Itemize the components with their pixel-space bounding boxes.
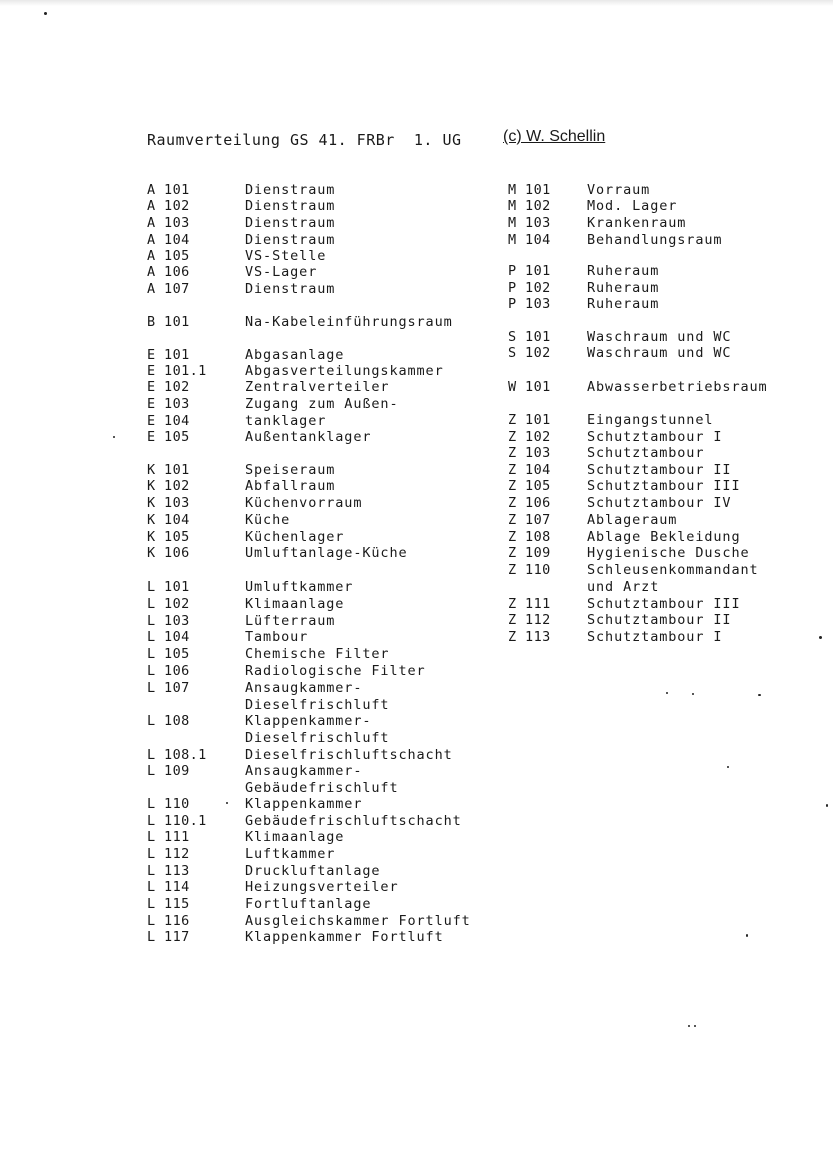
room-name: Dienstraum [245,232,336,248]
room-code: L 105 [147,646,190,662]
room-code: E 105 [147,429,190,445]
scan-speck [692,693,694,695]
scan-speck [758,694,761,696]
room-name: Gebäudefrischluftschacht [245,813,462,829]
room-code: A 106 [147,264,190,280]
room-name: VS-Stelle [245,248,327,264]
scan-speck [44,12,47,15]
scan-speck [727,766,729,768]
room-name: Außentanklager [245,429,372,445]
room-name: Mod. Lager [587,198,678,214]
room-name: Hygienische Dusche [587,545,750,561]
room-code: K 103 [147,495,190,511]
room-code: L 114 [147,879,190,895]
room-code: P 101 [508,263,551,279]
room-code: Z 110 [508,562,551,578]
room-name: Küchenvorraum [245,495,363,511]
room-name: und Arzt [587,579,660,595]
room-code: E 101.1 [147,363,207,379]
room-code: M 103 [508,215,551,231]
room-name: Klimaanlage [245,596,345,612]
room-name: Ausgleichskammer Fortluft [245,913,471,929]
room-name: Ruheraum [587,296,660,312]
room-code: L 112 [147,846,190,862]
room-code: Z 111 [508,596,551,612]
scan-speck [666,692,668,694]
room-name: Luftkammer [245,846,336,862]
room-name: Schleusenkommandant [587,562,759,578]
room-code: Z 108 [508,529,551,545]
room-name: Tambour [245,629,309,645]
scan-speck [826,804,828,807]
room-name: Schutztambour IV [587,495,732,511]
room-name: Schutztambour III [587,596,741,612]
room-code: K 105 [147,529,190,545]
room-name: Fortluftanlage [245,896,372,912]
room-name: Abgasverteilungskammer [245,363,444,379]
room-name: VS-Lager [245,264,318,280]
room-code: M 101 [508,182,551,198]
room-name: Schutztambour [587,445,705,461]
scan-speck [819,636,822,639]
scan-speck [746,934,748,937]
room-code: S 102 [508,345,551,361]
room-name: Schutztambour III [587,478,741,494]
room-code: E 102 [147,379,190,395]
room-name: Dienstraum [245,198,336,214]
room-name: Chemische Filter [245,646,390,662]
room-code: S 101 [508,329,551,345]
room-code: Z 104 [508,462,551,478]
scan-speck [226,802,228,804]
room-name: Krankenraum [587,215,687,231]
room-name: Lüfterraum [245,613,336,629]
room-code: Z 101 [508,412,551,428]
room-code: L 108.1 [147,747,207,763]
room-code: M 104 [508,232,551,248]
room-code: L 116 [147,913,190,929]
room-name: Dienstraum [245,281,336,297]
room-name: Klimaanlage [245,829,345,845]
room-code: L 113 [147,863,190,879]
room-name: Speiseraum [245,462,336,478]
room-name: Ablageraum [587,512,678,528]
room-code: E 101 [147,347,190,363]
room-name: Klappenkammer [245,796,363,812]
room-code: M 102 [508,198,551,214]
room-code: A 107 [147,281,190,297]
room-code: A 103 [147,215,190,231]
room-name: Dieselfrischluft [245,730,390,746]
room-name: Abgasanlage [245,347,345,363]
room-name: Druckluftanlage [245,863,381,879]
scan-speck [688,1025,690,1027]
room-name: Behandlungsraum [587,232,723,248]
room-name: Küchenlager [245,529,345,545]
room-code: L 102 [147,596,190,612]
room-name: Dienstraum [245,215,336,231]
room-name: Küche [245,512,291,528]
room-code: Z 102 [508,429,551,445]
room-code: L 103 [147,613,190,629]
room-name: Zugang zum Außen- [245,396,399,412]
room-name: Ruheraum [587,263,660,279]
room-code: L 111 [147,829,190,845]
room-name: Ablage Bekleidung [587,529,741,545]
room-name: Ruheraum [587,280,660,296]
room-code: A 102 [147,198,190,214]
room-code: L 110.1 [147,813,207,829]
room-name: Eingangstunnel [587,412,714,428]
room-name: Na-Kabeleinführungsraum [245,314,453,330]
room-name: Ansaugkammer- [245,680,363,696]
room-code: L 106 [147,663,190,679]
room-code: B 101 [147,314,190,330]
room-code: K 102 [147,478,190,494]
room-code: L 117 [147,929,190,945]
room-code: E 104 [147,413,190,429]
room-code: Z 107 [508,512,551,528]
room-name: Vorraum [587,182,651,198]
room-name: Schutztambour II [587,462,732,478]
room-code: L 115 [147,896,190,912]
room-code: Z 105 [508,478,551,494]
room-name: Heizungsverteiler [245,879,399,895]
room-code: Z 113 [508,629,551,645]
room-code: L 107 [147,680,190,696]
room-code: W 101 [508,379,551,395]
room-name: Ansaugkammer- [245,763,363,779]
room-code: P 103 [508,296,551,312]
room-code: L 101 [147,579,190,595]
room-name: Waschraum und WC [587,329,732,345]
scan-speck [694,1025,696,1027]
scan-edge [0,0,833,6]
author-credit: (c) W. Schellin [503,128,606,145]
room-name: Klappenkammer Fortluft [245,929,444,945]
room-name: Umluftkammer [245,579,354,595]
room-code: L 108 [147,713,190,729]
room-code: Z 112 [508,612,551,628]
room-name: Schutztambour I [587,429,723,445]
room-code: P 102 [508,280,551,296]
room-code: A 104 [147,232,190,248]
room-name: Zentralverteiler [245,379,390,395]
document-title: Raumverteilung GS 41. FRBr 1. UG [147,131,462,149]
room-code: L 110 [147,796,190,812]
room-name: Abwasserbetriebsraum [587,379,768,395]
room-code: E 103 [147,396,190,412]
room-code: Z 106 [508,495,551,511]
room-name: Dienstraum [245,182,336,198]
room-code: A 101 [147,182,190,198]
room-name: Dieselfrischluft [245,697,390,713]
room-code: Z 109 [508,545,551,561]
room-name: Schutztambour II [587,612,732,628]
room-code: K 106 [147,545,190,561]
room-code: K 101 [147,462,190,478]
room-code: L 109 [147,763,190,779]
room-name: Dieselfrischluftschacht [245,747,453,763]
room-name: Klappenkammer- [245,713,372,729]
room-code: Z 103 [508,445,551,461]
room-name: Abfallraum [245,478,336,494]
room-name: Umluftanlage-Küche [245,545,408,561]
scan-speck [113,436,115,438]
room-name: Radiologische Filter [245,663,426,679]
room-name: Waschraum und WC [587,345,732,361]
room-name: Schutztambour I [587,629,723,645]
room-name: tanklager [245,413,327,429]
room-code: L 104 [147,629,190,645]
room-code: K 104 [147,512,190,528]
room-name: Gebäudefrischluft [245,780,399,796]
room-code: A 105 [147,248,190,264]
